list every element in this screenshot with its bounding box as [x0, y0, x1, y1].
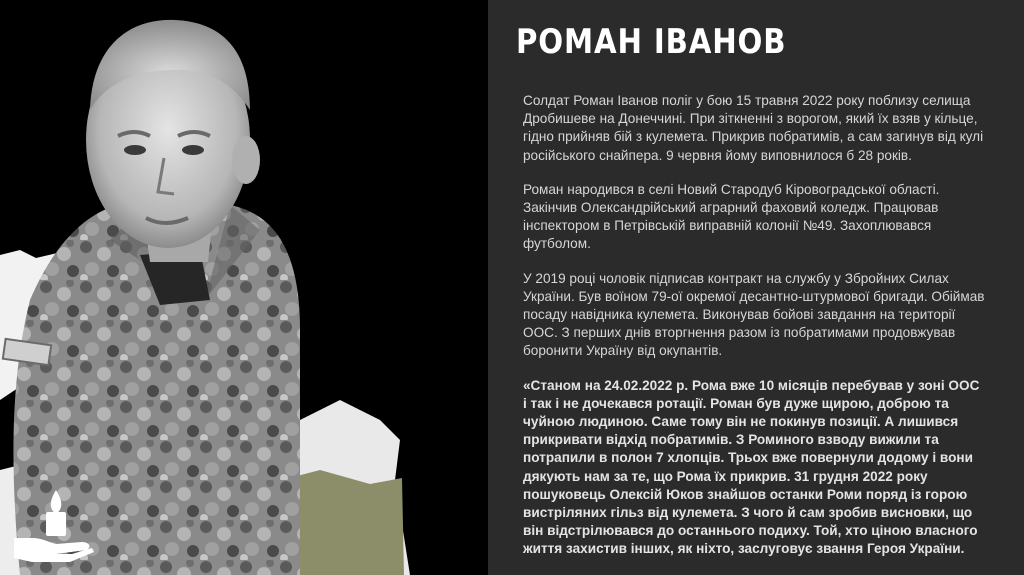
biography-text — [523, 92, 985, 575]
portrait-area — [0, 0, 488, 575]
biography-panel — [488, 0, 1024, 575]
bio-paragraph: Солдат Роман Іванов поліг у бою 15 травня 2022 року поблизу селища Дробишеве на Донеччині. При зіткненні з ворогом, який їх взяв у кільце, гідно прийняв бій з кулемета. Прикрив побратимів, а сам загинув від кулі російського снайпера. 9 червня йому виповнилося б 28 років. — [523, 93, 984, 163]
bio-quote: «Станом на 24.02.2022 р. Рома вже 10 місяців перебував у зоні ООС і так і не дочекався ротації. Роман був дуже щирою, доброю та чуйною людиною. Саме тому він не покинув позиції. А лишився прикривати відхід побратимів. З Роминого взводу вижили та потрапили в полон 7 хлопців. Трьох вже повернули додому і вони дякують нам за те, що Рома їх прикрив. 31 грудня 2022 року пошуковець Олексій Юков знайшов останки Роми поряд із горою вистріляних гільз від кулемета. З чого й сам зробив висновки, що він відстрілювався до останнього подиху. Той, хто ціною власного життя захистив інших, як ніхто, заслуговує звання Героя України. — [523, 377, 980, 557]
candle-in-hand-icon — [12, 488, 96, 564]
bio-paragraph: Роман народився в селі Новий Стародуб Кіровоградської області. Закінчив Олександрійський аграрний фаховий коледж. Працював інспектором в Петрівській виправній колонії №49. Захоплювався футболом. — [523, 181, 940, 252]
bio-paragraph: У 2019 році чоловік підписав контракт на службу у Збройних Силах України. Був воїном 79-ої окремої десантно-штурмової бригади. Обіймав посаду навідника кулемета. Виконував бойові завдання на території ООС. З перших днів вторгнення разом із побратимами продовжував боронити Україну від окупантів. — [523, 270, 985, 359]
person-name: РОМАН ІВАНОВ — [516, 22, 787, 62]
